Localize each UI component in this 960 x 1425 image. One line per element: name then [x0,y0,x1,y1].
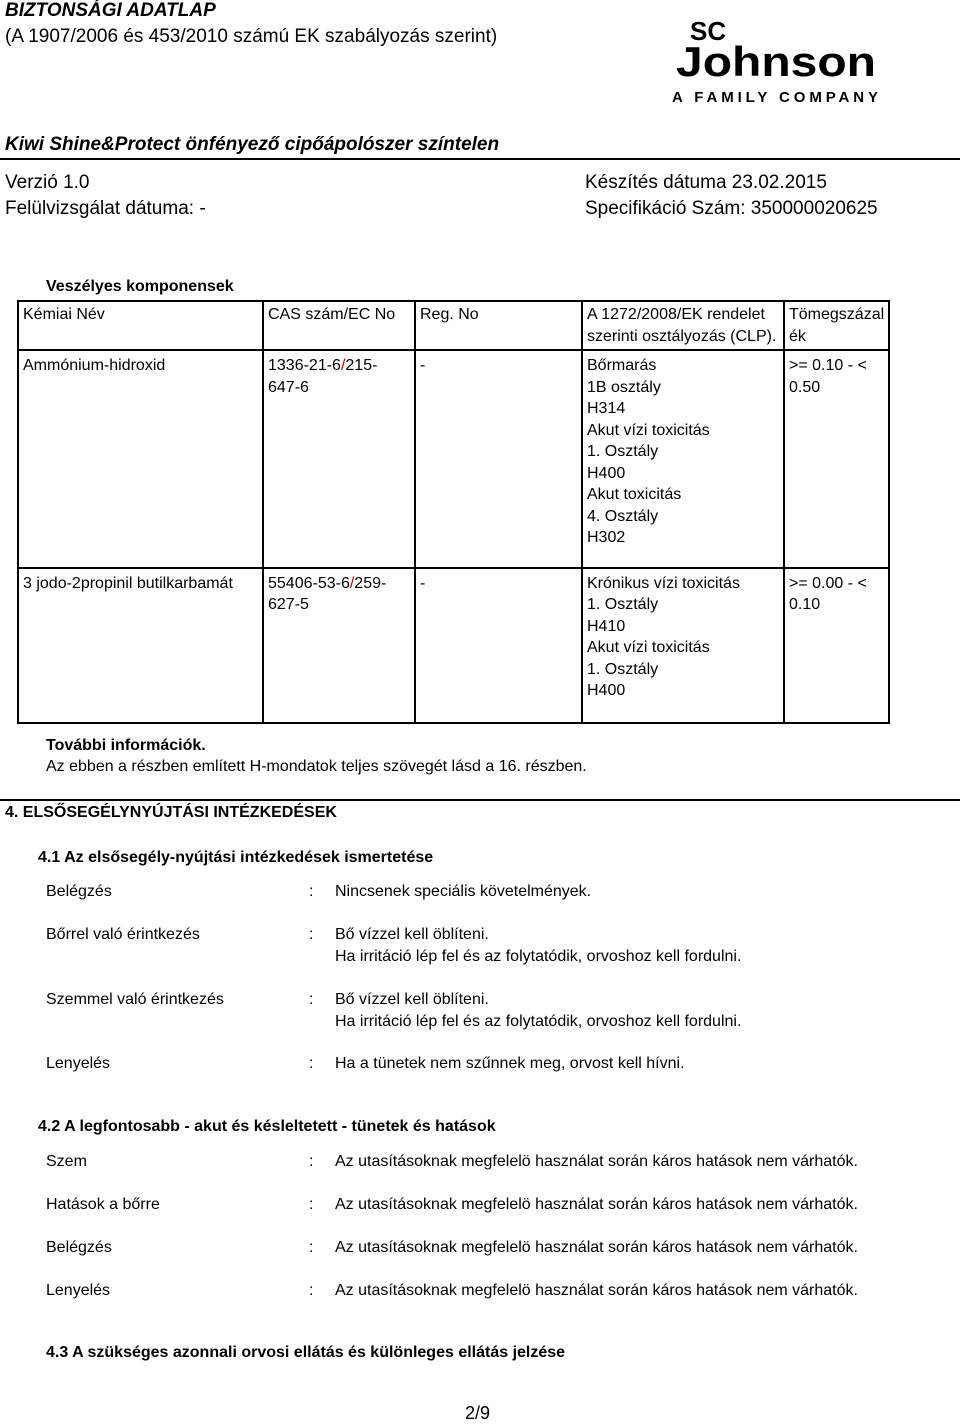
col-header-weight: Tömegszázal ék [784,301,889,350]
symptom-label: Hatások a bőrre [46,1196,160,1213]
sc-johnson-logo [668,10,883,105]
symptom-label: Lenyelés [46,1282,111,1299]
logo-johnson-text: Johnson [676,38,876,85]
component-clp: Bőrmarás 1B osztály H314 Akut vízi toxicitás 1. Osztály H400 Akut toxicitás 4. Osztály H302 [582,350,784,568]
logo-tagline: A FAMILY COMPANY [672,89,878,105]
component-reg: - [415,350,582,568]
col-header-name: Kémiai Név [18,301,263,350]
first-aid-label: Belégzés [46,883,112,900]
component-name: Ammónium-hidroxid [18,350,263,568]
logo-sc-text: SC [690,16,727,46]
components-header-row [18,301,889,350]
col-header-cas: CAS szám/EC No [263,301,415,350]
prepared-date: Készítés dátuma 23.02.2015 [585,172,827,193]
section43-title: 4.3 A szükséges azonnali orvosi ellátás és különleges ellátás jelzése [46,1344,566,1361]
component-weight: >= 0.00 - < 0.10 [784,568,889,723]
col-header-reg: Reg. No [415,301,582,350]
component-clp: Krónikus vízi toxicitás 1. Osztály H410 Akut vízi toxicitás 1. Osztály H400 [582,568,784,723]
section42-title: 4.2 A legfontosabb - akut és késleltetett - tünetek és hatások [38,1118,496,1135]
first-aid-value: Bő vízzel kell öblíteni. Ha irritáció lép fel és az folytatódik, orvoshoz kell fordulni. [335,991,742,1030]
table-row [18,350,889,568]
first-aid-label: Lenyelés [46,1055,111,1072]
components-table [17,300,890,724]
more-info-title: További információk. [46,737,206,754]
component-cas: 1336-21-6/215- 647-6 [263,350,415,568]
header-divider [0,158,960,160]
regulation-subtitle: (A 1907/2006 és 453/2010 számú EK szabályozás szerint) [5,26,498,47]
product-name: Kiwi Shine&Protect önfényező cipőápolószer színtelen [5,134,500,155]
more-info-text: Az ebben a részben említett H-mondatok teljes szövegét lásd a 16. részben. [46,758,587,775]
symptom-value: Az utasításoknak megfelelö használat során káros hatások nem várhatók. [335,1153,858,1170]
component-name: 3 jodo-2propinil butilkarbamát [18,568,263,723]
symptom-value: Az utasításoknak megfelelö használat során káros hatások nem várhatók. [335,1196,858,1213]
symptom-value: Az utasításoknak megfelelö használat során káros hatások nem várhatók. [335,1239,858,1256]
component-weight: >= 0.10 - < 0.50 [784,350,889,568]
symptom-label: Szem [46,1153,87,1170]
version: Verzió 1.0 [5,172,90,193]
section4-title: 4. ELSŐSEGÉLYNYÚJTÁSI INTÉZKEDÉSEK [5,804,337,821]
first-aid-label: Bőrrel való érintkezés [46,926,200,943]
symptom-label: Belégzés [46,1239,112,1256]
spec-number: Specifikáció Szám: 350000020625 [585,198,878,219]
revision-date: Felülvizsgálat dátuma: - [5,198,206,219]
section41-title: 4.1 Az elsősegély-nyújtási intézkedések ismertetése [38,849,434,866]
page-number: 2/9 [465,1403,491,1423]
first-aid-value: Bő vízzel kell öblíteni. Ha irritáció lép fel és az folytatódik, orvoshoz kell fordulni. [335,926,742,965]
section-divider [0,799,960,801]
first-aid-label: Szemmel való érintkezés [46,991,224,1008]
table-row [18,568,889,723]
col-header-clp: A 1272/2008/EK rendelet szerinti osztályozás (CLP). [582,301,784,350]
document-title: BIZTONSÁGI ADATLAP [5,0,216,21]
first-aid-value: Nincsenek speciális követelmények. [335,883,592,900]
components-title: Veszélyes komponensek [46,278,234,295]
component-reg: - [415,568,582,723]
component-cas: 55406-53-6/259- 627-5 [263,568,415,723]
symptom-value: Az utasításoknak megfelelö használat során káros hatások nem várhatók. [335,1282,858,1299]
first-aid-value: Ha a tünetek nem szűnnek meg, orvost kell hívni. [335,1055,685,1072]
